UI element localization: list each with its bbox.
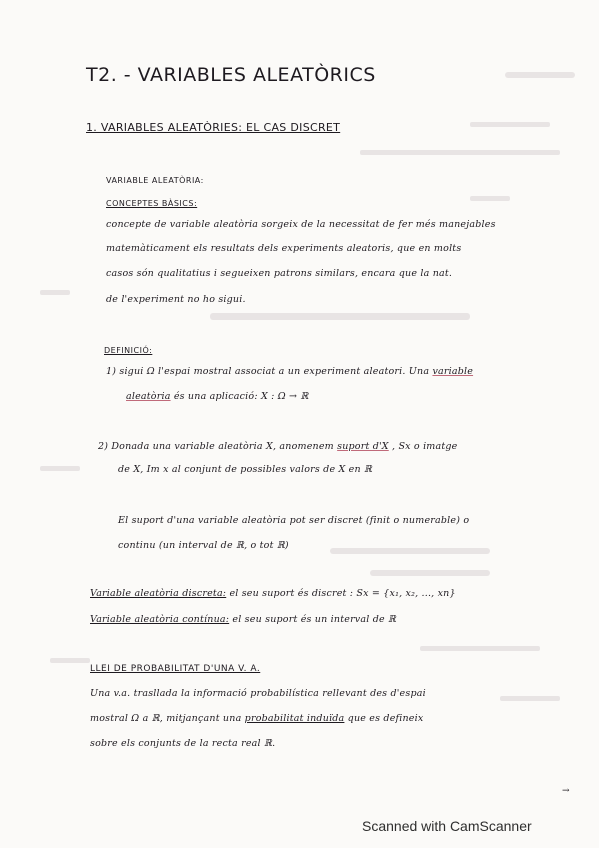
concepts-label: CONCEPTES BÀSICS: (106, 199, 198, 208)
discrete-term: Variable aleatòria discreta: (90, 588, 227, 599)
law-line-2-text: mostral Ω a ℝ, mitjançant una (90, 713, 242, 724)
term-variable: variable (432, 366, 474, 377)
definition-2-line-1 (98, 441, 458, 452)
law-line-2 (90, 713, 423, 724)
definition-2-line-2: de X, Im x al conjunt de possibles valors de X en ℝ (118, 464, 373, 475)
term-aleatoria: aleatòria (126, 391, 171, 402)
concepts-line-1: concepte de variable aleatòria sorgeix de la necessitat de fer més manejables (106, 219, 496, 230)
concepts-line-3: casos són qualitatius i segueixen patrons similars, encara que la nat. (106, 268, 453, 279)
law-line-2-tail: que es defineix (347, 713, 424, 724)
support-note-line-1: El suport d'una variable aleatòria pot ser discret (finit o numerable) o (118, 515, 470, 526)
continuous-term: Variable aleatòria contínua: (90, 614, 230, 625)
definition-2-tail: , Sx o imatge (392, 441, 458, 452)
concepts-line-4: de l'experiment no ho sigui. (106, 294, 246, 305)
discrete-variable-row (90, 588, 456, 599)
page-title: T2. - VARIABLES ALEATÒRICS (86, 64, 376, 86)
law-line-1: Una v.a. trasllada la informació probabilística rellevant des d'espai (90, 688, 426, 699)
definition-1-text: 1) sigui Ω l'espai mostral associat a un experiment aleatori. Una (106, 366, 430, 377)
continuous-description: el seu suport és un interval de ℝ (232, 614, 397, 625)
law-line-3: sobre els conjunts de la recta real ℝ. (90, 738, 276, 749)
support-note-line-2: continu (un interval de ℝ, o tot ℝ) (118, 540, 289, 551)
scanner-watermark: Scanned with CamScanner (362, 818, 532, 834)
term-suport: suport d'X (337, 441, 389, 452)
definition-1-line-1 (106, 366, 473, 377)
concepts-line-2: matemàticament els resultats dels experiments aleatoris, que en molts (106, 243, 462, 254)
subheading: VARIABLE ALEATÒRIA: (106, 176, 204, 185)
definition-2-text: 2) Donada una variable aleatòria X, anomenem (98, 441, 334, 452)
term-probabilitat-induida: probabilitat induïda (244, 713, 345, 724)
definition-label: DEFINICIÓ: (104, 346, 153, 355)
page-marker-arrow-icon: → (562, 786, 570, 796)
continuous-variable-row (90, 614, 396, 625)
law-heading: LLEI DE PROBABILITAT D'UNA V. A. (90, 664, 261, 674)
definition-1-formula: és una aplicació: X : Ω → ℝ (173, 391, 309, 402)
section-heading: 1. VARIABLES ALEATÒRIES: EL CAS DISCRET (86, 121, 341, 134)
definition-1-line-2 (126, 391, 309, 402)
discrete-description: el seu suport és discret : Sx = {x₁, x₂, ..., xn} (229, 588, 456, 599)
